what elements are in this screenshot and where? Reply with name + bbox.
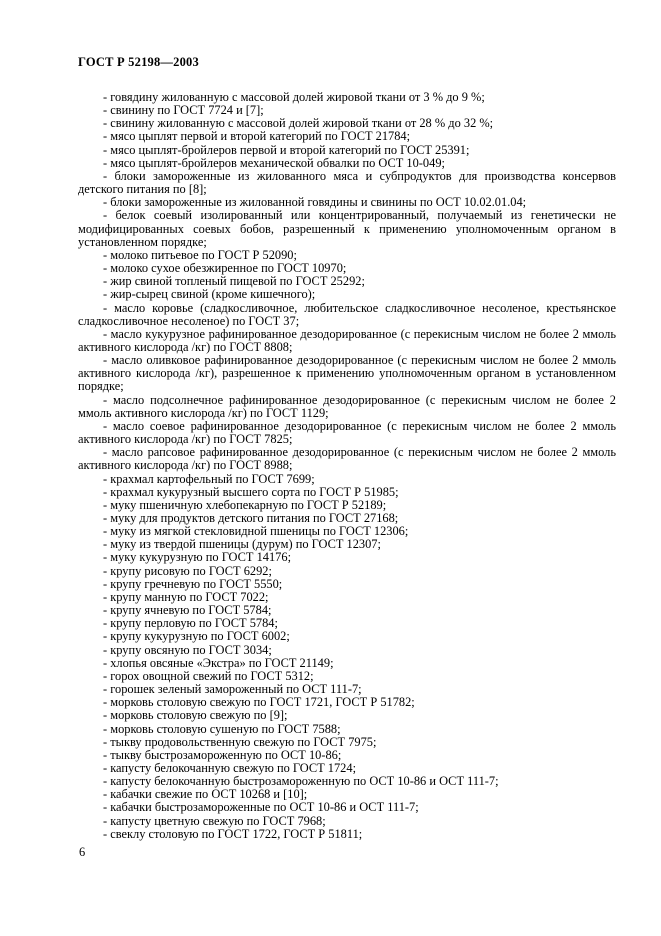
list-item: - блоки замороженные из жилованного мяса и субпродуктов для производства консервов детского питания по [8]; xyxy=(78,168,616,197)
list-item: - масло коровье (сладкосливочное, любительское сладкосливочное несоленое, крестьянское сладкосливочное несоленое) по ГОСТ 37; xyxy=(78,300,616,328)
list-item: - мясо цыплят-бройлеров механической обвалки по ОСТ 10-049; xyxy=(103,155,445,170)
list-item: - крупу овсяную по ГОСТ 3034; xyxy=(103,642,272,657)
list-item: - молоко питьевое по ГОСТ Р 52090; xyxy=(103,247,297,262)
list-item: - масло рапсовое рафинированное дезодорированное (с перекисным числом не более 2 ммоль активного кислорода /кг) по ГОСТ 8988; xyxy=(78,445,616,473)
list-item: - муку из мягкой стекловидной пшеницы по ГОСТ 12306; xyxy=(103,524,409,539)
list-item: - масло кукурузное рафинированное дезодорированное (с перекисным числом не более 2 ммоль активного кислорода /кг) по ГОСТ 8808; xyxy=(78,326,616,354)
list-item: - свеклу столовую по ГОСТ 1722, ГОСТ Р 51811; xyxy=(103,826,363,841)
ingredients-list xyxy=(78,91,616,841)
list-item: - белок соевый изолированный или концентрированный, получаемый из генетически не модифицированных соевых бобов, разрешенный к применению уполномоченным органом в установленном порядке; xyxy=(78,208,616,249)
list-item: - тыкву быстрозамороженную по ОСТ 10-86; xyxy=(103,747,342,762)
list-item: - крупу манную по ГОСТ 7022; xyxy=(103,589,269,604)
document-title: ГОСТ Р 52198—2003 xyxy=(78,55,199,69)
list-item: - свинину жилованную с массовой долей жировой ткани от 28 % до 32 %; xyxy=(103,116,494,131)
list-item: - жир-сырец свиной (кроме кишечного); xyxy=(103,287,316,302)
list-item: - жир свиной топленый пищевой по ГОСТ 25292; xyxy=(103,274,365,289)
list-item: - морковь столовую сушеную по ГОСТ 7588; xyxy=(103,721,341,736)
list-item: - капусту белокочанную быстрозамороженную по ОСТ 10-86 и ОСТ 111-7; xyxy=(103,774,499,789)
list-item: - кабачки свежие по ОСТ 10268 и [10]; xyxy=(103,787,308,802)
list-item: - горошек зеленый замороженный по ОСТ 111-7; xyxy=(103,682,362,697)
list-item: - крупу рисовую по ГОСТ 6292; xyxy=(103,563,272,578)
list-item: - говядину жилованную с массовой долей жировой ткани от 3 % до 9 %; xyxy=(103,90,485,104)
list-item: - хлопья овсяные «Экстра» по ГОСТ 21149; xyxy=(103,655,334,670)
list-item: - мясо цыплят-бройлеров первой и второй категорий по ГОСТ 25391; xyxy=(103,142,470,157)
list-item: - мясо цыплят первой и второй категорий по ГОСТ 21784; xyxy=(103,129,411,144)
list-item: - муку для продуктов детского питания по ГОСТ 27168; xyxy=(103,511,399,525)
list-item: - морковь столовую свежую по ГОСТ 1721, ГОСТ Р 51782; xyxy=(103,695,415,710)
list-item: - масло подсолнечное рафинированное дезодорированное (с перекисным числом не более 2 ммоль активного кислорода /кг) по ГОСТ 1129; xyxy=(78,392,616,420)
list-item: - блоки замороженные из жилованной говядины и свинины по ОСТ 10.02.01.04; xyxy=(103,195,527,210)
list-item: - морковь столовую свежую по [9]; xyxy=(103,708,288,723)
list-item: - крахмал картофельный по ГОСТ 7699; xyxy=(103,471,315,486)
list-item: - крупу перловую по ГОСТ 5784; xyxy=(103,616,278,631)
list-item: - крупу кукурузную по ГОСТ 6002; xyxy=(103,629,290,644)
list-item: - капусту цветную свежую по ГОСТ 7968; xyxy=(103,813,326,828)
list-item: - крупу ячневую по ГОСТ 5784; xyxy=(103,603,272,618)
list-item: - капусту белокочанную свежую по ГОСТ 1724; xyxy=(103,760,357,775)
list-item: - кабачки быстрозамороженные по ОСТ 10-86 и ОСТ 111-7; xyxy=(103,800,419,815)
page-number: 6 xyxy=(79,845,86,859)
list-item: - муку кукурузную по ГОСТ 14176; xyxy=(103,550,292,565)
list-item: - свинину по ГОСТ 7724 и [7]; xyxy=(103,103,264,118)
list-item: - масло оливковое рафинированное дезодорированное (с перекисным числом не более 2 ммоль активного кислорода /кг), разрешенное к применению уполномоченным органом в установленном порядке; xyxy=(78,353,616,394)
list-item: - тыкву продовольственную свежую по ГОСТ 7975; xyxy=(103,734,377,749)
list-item: - муку пшеничную хлебопекарную по ГОСТ Р 52189; xyxy=(103,497,387,512)
list-item: - крупу гречневую по ГОСТ 5550; xyxy=(103,576,283,591)
list-item: - масло соевое рафинированное дезодорированное (с перекисным числом не более 2 ммоль активного кислорода /кг) по ГОСТ 7825; xyxy=(78,418,616,447)
list-item: - молоко сухое обезжиренное по ГОСТ 10970; xyxy=(103,261,347,276)
list-item: - муку из твердой пшеницы (дурум) по ГОСТ 12307; xyxy=(103,537,381,552)
list-item: - крахмал кукурузный высшего сорта по ГОСТ Р 51985; xyxy=(103,484,399,499)
list-item: - горох овощной свежий по ГОСТ 5312; xyxy=(103,668,314,683)
